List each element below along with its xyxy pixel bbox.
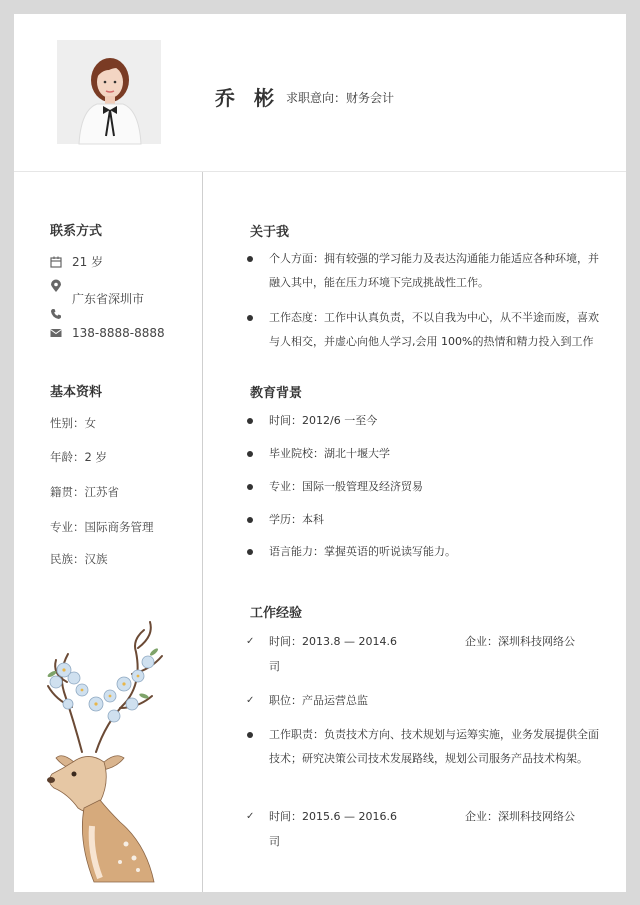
email-icon: [50, 327, 62, 339]
basic-cut-off: 民族：汉族: [50, 552, 108, 566]
edu-school: 毕业院校：湖北十堰大学: [269, 447, 390, 460]
location-icon: [50, 278, 62, 290]
phone-text: 138-8888-8888: [72, 326, 165, 340]
location-text: 广东省深圳市: [72, 292, 145, 306]
phone-icon: [50, 305, 62, 317]
basic-origin: 籍贯：江苏省: [50, 485, 119, 499]
bullet-dot: [247, 517, 253, 523]
job1-duty: 工作职责：负责技术方向、技术规划与运筹实施，业务发展提供全面技术；研究决策公司技术发展路线，规划公司服务产品技术构架。: [269, 728, 599, 765]
basic-gender: 性别：女: [50, 416, 96, 430]
job1-company: 企业：深圳科技网络公: [465, 635, 575, 648]
basic-major: 专业：国际商务管理: [50, 520, 154, 534]
bullet-dot: [247, 732, 253, 738]
bullet-dot: [247, 256, 253, 262]
job2-time: 时间：2015.6 — 2016.6: [269, 810, 397, 823]
check-icon: ✓: [246, 695, 255, 706]
bullet-dot: [247, 549, 253, 555]
job2-company-wrap: 司: [269, 835, 280, 848]
check-icon: ✓: [246, 811, 255, 822]
job1-time: 时间：2013.8 — 2014.6: [269, 635, 397, 648]
candidate-name: 乔 彬: [215, 86, 280, 110]
job1-company-wrap: 司: [269, 660, 280, 673]
edu-time: 时间：2012/6 一至今: [269, 414, 378, 427]
contact-phone: [50, 326, 165, 340]
edu-degree: 学历：本科: [269, 513, 324, 526]
contact-age: [50, 253, 103, 270]
bullet-dot: [247, 418, 253, 424]
job-intent-label: 求职意向：: [286, 91, 347, 105]
edu-language: 语言能力：掌握英语的听说读写能力。: [269, 545, 456, 558]
right-column: [203, 172, 626, 892]
check-icon: ✓: [246, 636, 255, 647]
left-column: [14, 172, 202, 892]
bullet-dot: [247, 484, 253, 490]
calendar-icon: [50, 256, 62, 268]
job-intent: [286, 89, 394, 106]
avatar: [57, 40, 161, 144]
deer-illustration: [34, 612, 204, 882]
job-intent-value: 财务会计: [346, 91, 395, 105]
job1-position: 职位：产品运营总监: [269, 694, 368, 707]
edu-major: 专业：国际一般管理及经济贸易: [269, 480, 423, 493]
education-title: 教育背景: [250, 386, 303, 401]
about-title: 关于我: [250, 225, 290, 240]
resume-header: [14, 14, 626, 172]
age-text: 21 岁: [72, 255, 104, 269]
work-title: 工作经验: [250, 606, 303, 621]
basic-age: 年龄：2 岁: [50, 450, 107, 464]
bullet-dot: [247, 451, 253, 457]
resume-page: [14, 14, 626, 892]
about-item-2: 工作态度：工作中认真负责，不以自我为中心，从不半途而废，喜欢与人相交，并虚心向他人学习,会用 100%的热情和精力投入到工作: [269, 311, 599, 348]
about-item-2-clip: [203, 306, 626, 348]
basic-clipped-row: [14, 551, 202, 566]
about-item-1: 个人方面：拥有较强的学习能力及表达沟通能力能适应各种环境，并融入其中，能在压力环境下完成挑战性工作。: [269, 252, 599, 289]
contact-title: 联系方式: [50, 224, 103, 239]
job2-company: 企业：深圳科技网络公: [465, 810, 575, 823]
basic-info-title: 基本资料: [50, 385, 103, 400]
